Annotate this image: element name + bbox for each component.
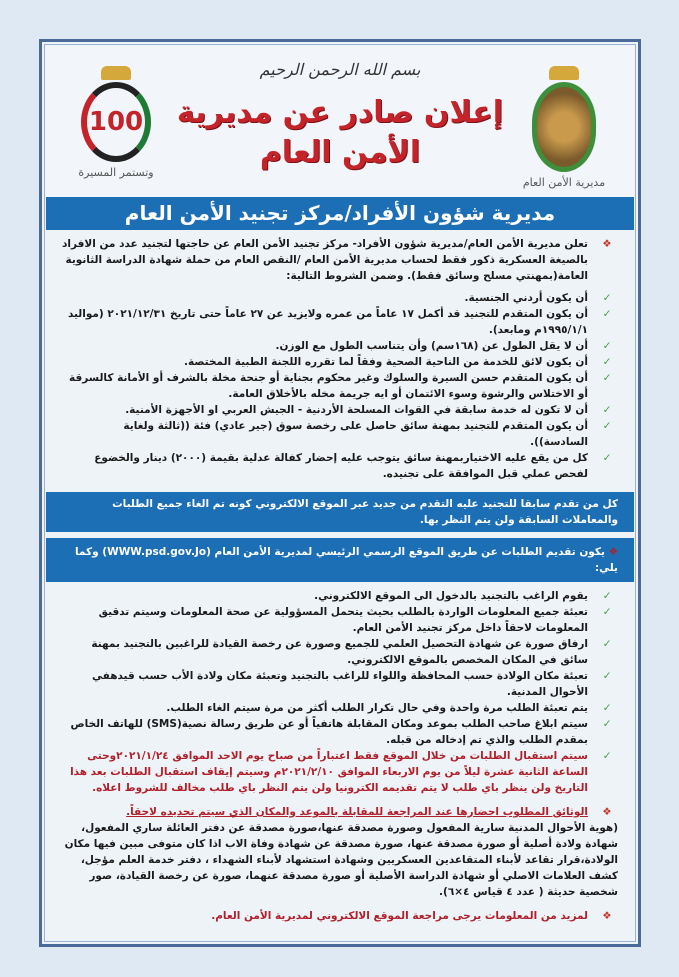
- apply-heading-band: [46, 538, 634, 582]
- check-icon: ✓: [602, 670, 612, 682]
- basmala: بسم الله الرحمن الرحيم: [259, 60, 421, 79]
- diamond-bullet-icon: ❖: [602, 910, 612, 922]
- intro-section: [46, 230, 634, 488]
- documents-heading-row: [62, 804, 618, 820]
- check-icon: ✓: [602, 356, 612, 368]
- footer-note: لمزيد من المعلومات يرجى مراجعة الموقع الالكتروني لمديرية الأمن العام.: [211, 910, 588, 922]
- condition-text: أن يكون المتقدم للتجنيد بمهنة سائق حاصل على رخصة سوق (جير عادي) فئة ((ثالثة ولغاية السادسة)).: [123, 420, 588, 448]
- documents-heading: الوثائق المطلوب احضارها عند المراجعة للمقابلة بالموعد والمكان الذي سيتم تحديده لاحقاً.: [126, 806, 588, 818]
- previous-applicants-notice: كل من تقدم سابقا للتجنيد عليه التقدم من جديد عبر الموقع الالكتروني كونه تم الغاء جميع الطلبات والمعاملات السابقة ولن يتم النظر بها.: [46, 492, 634, 532]
- check-icon: ✓: [602, 606, 612, 618]
- conditions-list: [62, 290, 618, 482]
- step-text: تعبئة مكان الولادة حسب المحافظة واللواء للراغب بالتجنيد وتعبئة مكان ولادة الأب حسب قيدهفي الأحوال المدنية.: [92, 670, 588, 698]
- check-icon: ✓: [602, 308, 612, 320]
- check-icon: ✓: [602, 638, 612, 650]
- list-item: [62, 636, 618, 668]
- list-item: [62, 370, 618, 402]
- check-icon: ✓: [602, 372, 612, 384]
- page-title: [176, 93, 504, 173]
- list-item: [62, 604, 618, 636]
- check-icon: ✓: [602, 292, 612, 304]
- check-icon: ✓: [602, 702, 612, 714]
- list-item: [62, 450, 618, 482]
- condition-text: كل من يقع عليه الاختياربمهنة سائق يتوجب عليه إحضار كفالة عدلية بقيمة (٢٠٠٠) دينار والخضوع لفحص عملي قبل الموافقة على تجنيده.: [94, 452, 588, 480]
- list-item: [62, 354, 618, 370]
- intro-text: تعلن مديرية الأمن العام/مديرية شؤون الأفراد- مركز تجنيد الأمن العام عن حاجتها لتجنيد عدد من الافراد بالصيغة العسكرية ذكور فقط لحساب مديرية الأمن العام /النقص العام من حملة شهادة الدراسة الثانوية العامة(بمهنتي مسلح وسائق فقط). وضمن الشروط التالية:: [62, 238, 588, 282]
- footer-note-row: [62, 908, 618, 924]
- header-center: [176, 60, 504, 173]
- crown-icon: [549, 66, 579, 80]
- condition-text: أن يكون أردني الجنسية.: [464, 292, 588, 304]
- title-line-2: الأمن العام: [259, 135, 421, 170]
- step-text: يتم تعبئة الطلب مرة واحدة وفي حال تكرار الطلب أكثر من مرة سيتم الغاء الطلب.: [166, 702, 588, 714]
- check-icon: ✓: [602, 404, 612, 416]
- section-band-title: مديرية شؤون الأفراد/مركز تجنيد الأمن العام: [46, 197, 634, 230]
- logo-caption: مديرية الأمن العام: [522, 176, 606, 189]
- diamond-bullet-icon: ❖: [602, 806, 612, 818]
- list-item: [62, 748, 618, 796]
- eagle-emblem-icon: [532, 82, 596, 172]
- list-item: [62, 716, 618, 748]
- steps-section: [46, 582, 634, 930]
- apply-heading: يكون تقديم الطلبات عن طريق الموقع الرسمي الرئيسي لمديرية الأمن العام (WWW.psd.gov.Jo) وكما يلي:: [75, 546, 618, 574]
- step-text: يقوم الراغب بالتجنيد بالدخول الى الموقع الالكتروني.: [314, 590, 588, 602]
- diamond-bullet-icon: ❖: [602, 238, 612, 250]
- announcement-frame: [39, 39, 641, 947]
- step-text: تعبئة جميع المعلومات الواردة بالطلب بحيث يتحمل المسؤولية عن صحة المعلومات وسيتم تدقيق المعلومات لاحقاً داخل مركز تجنيد الأمن العام.: [98, 606, 588, 634]
- list-item: [62, 338, 618, 354]
- check-icon: ✓: [602, 718, 612, 730]
- list-item: [62, 700, 618, 716]
- step-text: ارفاق صورة عن شهادة التحصيل العلمي للجميع وصورة عن رخصة القيادة للراغبين بالتجنيد بمهنة سائق في المكان المخصص بالموقع الالكتروني.: [91, 638, 588, 666]
- check-icon: ✓: [602, 452, 612, 464]
- check-icon: ✓: [602, 750, 612, 762]
- condition-text: أن لا تكون له خدمة سابقة في القوات المسلحة الأردنية - الجيش العربي او الأجهزة الأمنية.: [125, 404, 588, 416]
- list-item: [62, 290, 618, 306]
- documents-text: (هوية الأحوال المدنية سارية المفعول وصورة مصدقة عنها،صورة مصدقة عن دفتر العائلة ساري المفعول، شهادة ولادة أصلية أو صورة مصدقة عنها، صورة مصدقة عن شهادة وفاة الاب اذا كان متوفى مبين فيها مكان الولادة،قرار تقاعد لأبناء المتقاعدين العسكريين وشهادة استشهاد لأبناء الشهداء ، دفتر خدمة العلم مؤجل، كشف العلامات الاصلي أو شهادة الدراسة الأصلية أو صورة مصدقة عنهما، صورة عن رخصة القيادة، صور شخصية حديثة ( عدد ٤ قياس ٤×٦).: [64, 822, 618, 898]
- list-item: [62, 418, 618, 450]
- condition-text: أن يكون المتقدم حسن السيرة والسلوك وغير محكوم بجناية أو جنحة مخلة بالشرف أو الأمانة كالسرقة أو الاختلاس والرشوة وسوء الائتمان أو ايه جريمة مخله بالأخلاق العامة.: [68, 372, 588, 400]
- crown-icon: [101, 66, 131, 80]
- deadline-text: سيتم استقبال الطلبات من خلال الموقع فقط اعتباراً من صباح يوم الاحد الموافق ٢٠٢١/١/٢٤وحتى الساعة الثانية عشرة ليلاً من يوم الاربعاء الموافق ٢٠٢١/٢/١٠م وسيتم إيقاف استقبال الطلبات بعد هذا التاريخ ولن ينظر باي طلب لا يتم تقديمه الكترونيا ولن يتم النظر باي طلب مخالف للشروط اعلاه.: [70, 750, 588, 794]
- check-icon: ✓: [602, 590, 612, 602]
- list-item: [62, 588, 618, 604]
- list-item: [62, 306, 618, 338]
- list-item: [62, 402, 618, 418]
- condition-text: أن لا يقل الطول عن (١٦٨سم) وأن يتناسب الطول مع الوزن.: [275, 340, 588, 352]
- psd-logo: [514, 66, 614, 189]
- check-icon: ✓: [602, 420, 612, 432]
- step-text: سيتم ابلاغ صاحب الطلب بموعد ومكان المقابلة هاتفياً أو عن طريق رسالة نصية(SMS) للهاتف الخاص بمقدم الطلب والذي تم إدخاله من قبله.: [70, 718, 588, 746]
- list-item: [62, 668, 618, 700]
- check-icon: ✓: [602, 340, 612, 352]
- condition-text: أن يكون لائق للخدمة من الناحية الصحية وفقاً لما تقرره اللجنة الطبية المختصة.: [183, 356, 588, 368]
- header: [46, 46, 634, 197]
- logo-caption: وتستمر المسيرة: [78, 166, 154, 179]
- centennial-number: 100: [81, 82, 151, 162]
- condition-text: أن يكون المتقدم للتجنيد قد أكمل ١٧ عاماً من عمره ولايزيد عن ٢٧ عاماً حتى تاريخ ٢٠٢١/١٢/٣١ (مواليد ١٩٩٥/١/١م ومابعد).: [67, 308, 588, 336]
- diamond-bullet-icon: ❖: [604, 546, 618, 558]
- title-line-1: إعلان صادر عن مديرية: [176, 95, 504, 130]
- centennial-logo: [66, 66, 166, 179]
